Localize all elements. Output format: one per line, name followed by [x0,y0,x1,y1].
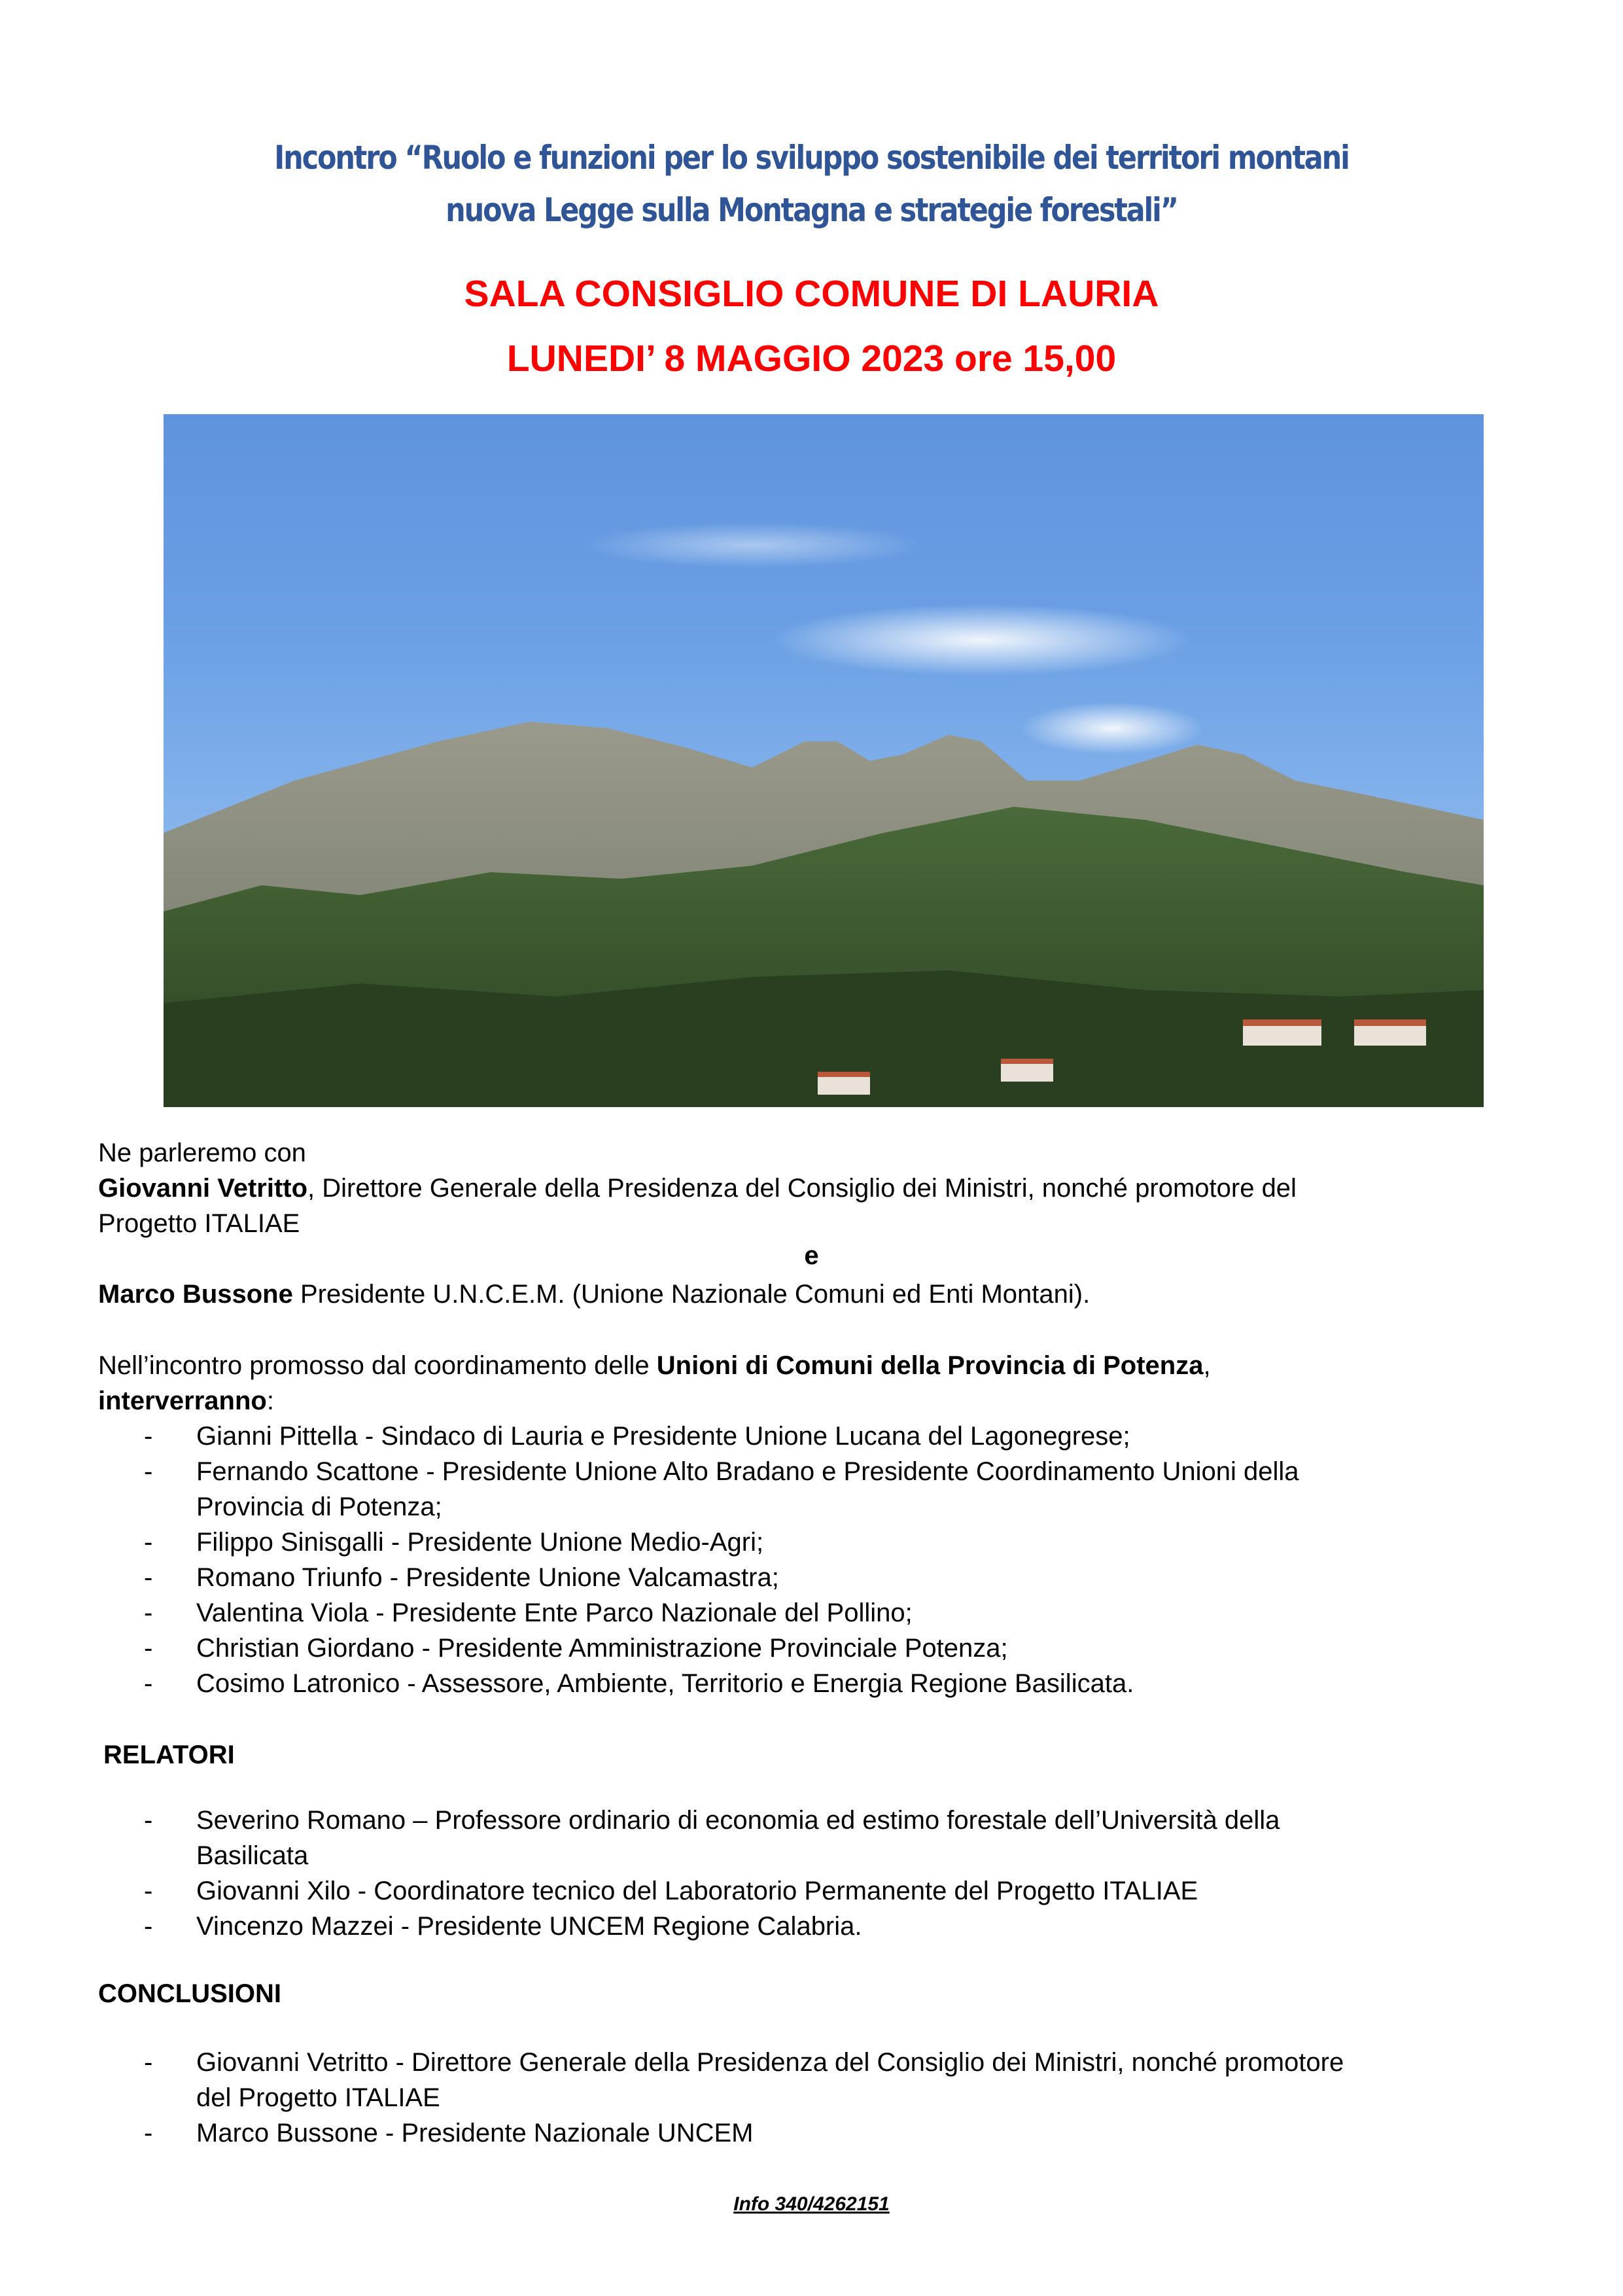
interverranno-colon: : [266,1386,274,1415]
dash-bullet: - [144,1634,153,1663]
speaker-2-role: Presidente U.N.C.E.M. (Unione Nazionale Comuni ed Enti Montani). [292,1280,1091,1309]
info-contact: Info 340/4262151 [733,2193,890,2215]
event-title-line-2: nuova Legge sulla Montagna e strategie forestali” [445,191,1178,229]
promo-text-a: Nell’incontro promosso dal coordinamento delle [98,1351,657,1380]
dash-bullet: - [144,1563,153,1592]
speaker-1-role: , Direttore Generale della Presidenza del Consiglio dei Ministri, nonché promotore del [307,1174,1297,1203]
list-item-text: Gianni Pittella - Sindaco di Lauria e Presidente Unione Lucana del Lagonegrese; [196,1422,1130,1451]
list-item-text: Basilicata [196,1841,309,1870]
mountain-landscape-photo [164,414,1484,1107]
house [818,1075,870,1095]
cloud [582,522,922,568]
list-item-text: del Progetto ITALIAE [196,2083,440,2112]
cloud [1021,702,1204,754]
cloud [772,604,1191,676]
list-item-text: Provincia di Potenza; [196,1492,442,1521]
dash-bullet: - [144,1528,153,1557]
list-item-text: Christian Giordano - Presidente Amministrazione Provinciale Potenza; [196,1634,1008,1663]
list-item-text: Vincenzo Mazzei - Presidente UNCEM Regione Calabria. [196,1912,862,1941]
promo-text-b: , [1203,1351,1211,1380]
dash-bullet: - [144,1912,153,1941]
list-item-text: Severino Romano – Professore ordinario di economia ed estimo forestale dell’Università della [196,1806,1280,1835]
relatori-heading: RELATORI [103,1740,235,1769]
dash-bullet: - [144,1457,153,1486]
list-item-text: Cosimo Latronico - Assessore, Ambiente, Territorio e Energia Regione Basilicata. [196,1669,1134,1698]
house-roof [1243,1019,1321,1026]
house-roof [818,1072,870,1077]
house [1243,1023,1321,1046]
dash-bullet: - [144,1877,153,1905]
event-title-line-1: Incontro “Ruolo e funzioni per lo sviluppo sostenibile dei territori montani [274,139,1349,177]
list-item-text: Giovanni Xilo - Coordinatore tecnico del Laboratorio Permanente del Progetto ITALIAE [196,1877,1198,1905]
promo-unions: Unioni di Comuni della Provincia di Potenza [656,1351,1204,1380]
house-roof [1354,1019,1426,1026]
speaker-2 [98,1277,1090,1312]
landscape-illustration [164,414,1484,1107]
list-item-text: Fernando Scattone - Presidente Unione Alto Bradano e Presidente Coordinamento Unioni della [196,1457,1299,1486]
house-roof [1001,1059,1053,1064]
event-datetime: LUNEDI’ 8 MAGGIO 2023 ore 15,00 [506,338,1117,380]
dash-bullet: - [144,1598,153,1627]
speaker-1-role-cont: Progetto ITALIAE [98,1209,300,1238]
interverranno-label [98,1383,274,1419]
list-item-text: Filippo Sinisgalli - Presidente Unione Medio-Agri; [196,1528,764,1557]
list-item-text: Giovanni Vetritto - Direttore Generale della Presidenza del Consiglio dei Ministri, nonché promotore [196,2048,1344,2077]
dash-bullet: - [144,2119,153,2147]
conclusioni-heading: CONCLUSIONI [98,1979,281,2008]
dash-bullet: - [144,1806,153,1835]
speaker-1-name: Giovanni Vetritto [98,1174,308,1203]
list-item-text: Marco Bussone - Presidente Nazionale UNCEM [196,2119,754,2147]
speaker-2-name: Marco Bussone [98,1280,293,1309]
dash-bullet: - [144,1669,153,1698]
list-item-text: Valentina Viola - Presidente Ente Parco Nazionale del Pollino; [196,1598,913,1627]
promo-text [98,1348,1211,1383]
house [1354,1023,1426,1046]
intro-lead: Ne parleremo con [98,1139,306,1167]
interverranno-bold: interverranno [98,1386,267,1415]
dash-bullet: - [144,2048,153,2077]
dash-bullet: - [144,1422,153,1451]
conjunction: e [804,1241,819,1270]
event-venue: SALA CONSIGLIO COMUNE DI LAURIA [464,273,1159,315]
house [1001,1062,1053,1082]
speaker-1 [98,1171,1297,1206]
list-item-text: Romano Triunfo - Presidente Unione Valcamastra; [196,1563,779,1592]
